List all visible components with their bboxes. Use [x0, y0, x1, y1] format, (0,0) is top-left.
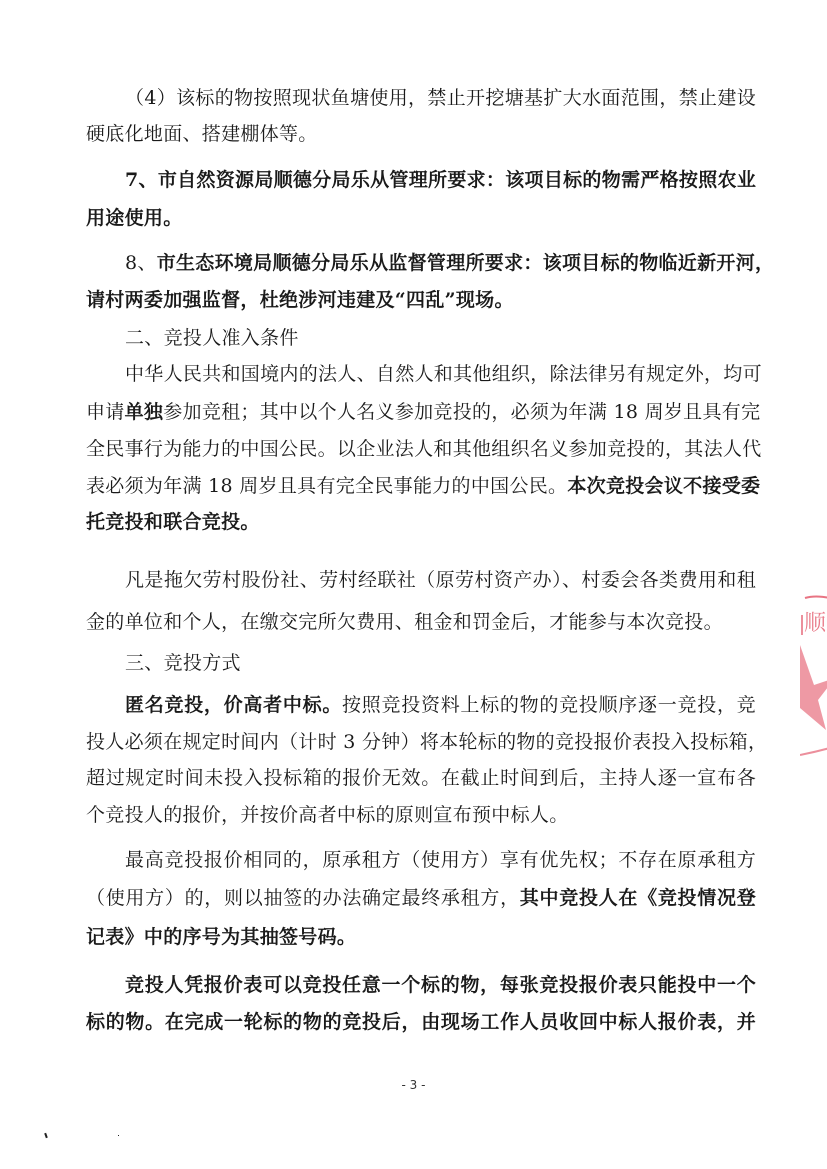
text-line — [125, 251, 775, 275]
text-line — [125, 362, 762, 386]
text-line — [86, 437, 762, 461]
bold-text-run: 竞投人凭报价表可以竞投任意一个标的物，每张竞投报价表只能投中一个 — [125, 974, 756, 996]
text-line — [86, 766, 756, 790]
text-run: （4）该标的物按照现状鱼塘使用，禁止开挖塘基扩大水面范围，禁止建设 — [125, 87, 756, 109]
bold-text-run: 本次竞投会议不接受委 — [567, 475, 761, 497]
bold-text-run: 标的物。在完成一轮标的物的竞投后，由现场工作人员收回中标人报价表，并 — [86, 1011, 756, 1033]
text-line — [86, 206, 756, 230]
red-seal-stamp-fragment — [800, 590, 827, 760]
text-run: 投人必须在规定时间内（计时 3 分钟）将本轮标的物的竞投报价表投入投标箱， — [86, 731, 768, 753]
text-run: 参加竞租；其中以个人名义参加竞投的，必须为年满 18 周岁且具有完 — [163, 401, 761, 423]
text-run: 个竞投人的报价，并按价高者中标的原则宣布预中标人。 — [86, 804, 569, 826]
text-run: 中华人民共和国境内的法人、自然人和其他组织，除法律另有规定外，均可 — [125, 363, 762, 385]
text-run: 申请 — [86, 401, 125, 423]
text-line — [86, 1010, 756, 1034]
text-line — [125, 848, 756, 872]
text-line — [86, 474, 761, 498]
bold-text-run: 单独 — [124, 401, 164, 423]
scan-speck — [44, 1133, 48, 1138]
bold-text-run: 市生态环境局顺德分局乐从监督管理所要求：该项目标的物临近新开河， — [156, 252, 775, 274]
text-line — [125, 168, 756, 192]
text-run: 三、竞投方式 — [125, 652, 241, 674]
bold-text-run: 请村两委加强监督，杜绝涉河违建及“四乱”现场。 — [86, 289, 514, 311]
text-line — [86, 400, 761, 424]
page-number: - 3 - — [401, 1078, 426, 1092]
text-run: （使用方）的，则以抽签的办法确定最终承租方， — [86, 887, 520, 909]
bold-text-run: 托竞投和联合竞投。 — [86, 511, 260, 533]
bold-text-run: 其中竞投人在《竞投情况登 — [519, 887, 756, 909]
text-line — [125, 326, 756, 350]
text-line — [86, 803, 756, 827]
stamp-glyph: 顺 — [804, 611, 827, 636]
text-line — [125, 973, 756, 997]
text-line — [86, 610, 756, 634]
text-run: 硬底化地面、搭建棚体等。 — [86, 123, 318, 145]
text-line — [86, 510, 756, 534]
bold-text-run: 记表》中的序号为其抽签号码。 — [86, 926, 357, 948]
text-line — [125, 693, 756, 717]
text-line — [125, 86, 756, 110]
bold-text-run: 7、市自然资源局顺德分局乐从管理所要求：该项目标的物需严格按照农业 — [125, 169, 757, 191]
text-line — [86, 122, 756, 146]
text-run: 最高竞投报价相同的，原承租方（使用方）享有优先权；不存在原承租方 — [125, 849, 756, 871]
text-line — [125, 651, 756, 675]
text-line — [86, 288, 756, 312]
text-run: 金的单位和个人，在缴交完所欠费用、租金和罚金后，才能参与本次竞投。 — [86, 611, 723, 633]
text-run: 8、 — [125, 252, 157, 274]
text-line — [86, 925, 756, 949]
text-run: 二、竞投人准入条件 — [125, 327, 299, 349]
text-run: 表必须为年满 18 周岁且具有完全民事能力的中国公民。 — [86, 475, 568, 497]
text-line — [125, 568, 756, 592]
bold-text-run: 用途使用。 — [86, 207, 183, 229]
text-run: 按照竞投资料上标的物的竞投顺序逐一竞投，竞 — [342, 694, 756, 716]
text-run: 凡是拖欠劳村股份社、劳村经联社（原劳村资产办）、村委会各类费用和租 — [125, 569, 756, 591]
scan-speck — [118, 1135, 119, 1136]
text-line — [86, 886, 756, 910]
bold-text-run: 匿名竞投，价高者中标。 — [125, 694, 343, 716]
text-run: 超过规定时间未投入投标箱的报价无效。在截止时间到后，主持人逐一宣布各 — [86, 767, 756, 789]
text-line — [86, 730, 768, 754]
text-run: 全民事行为能力的中国公民。以企业法人和其他组织名义参加竞投的，其法人代 — [86, 438, 762, 460]
